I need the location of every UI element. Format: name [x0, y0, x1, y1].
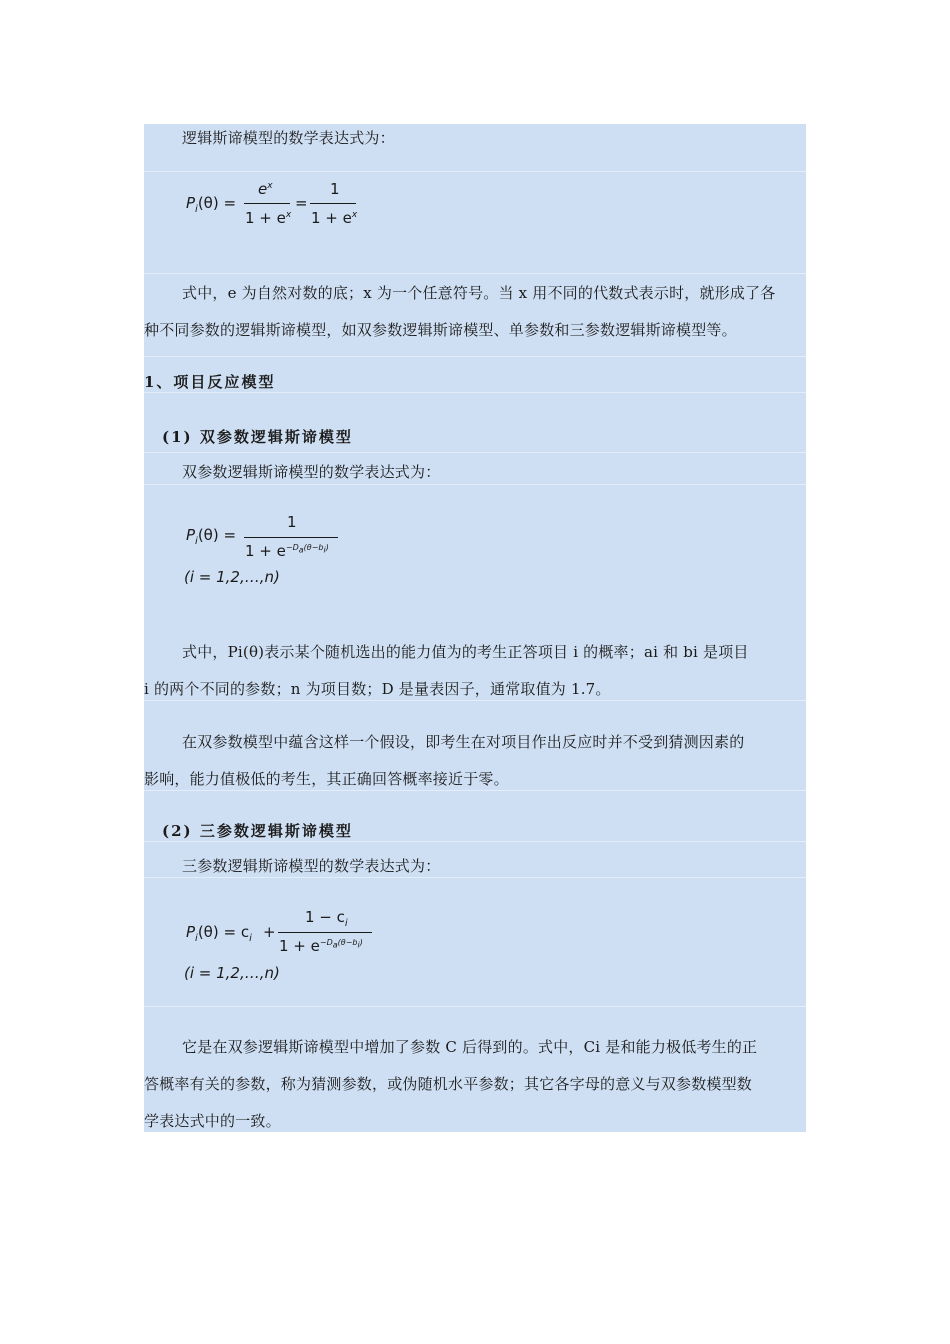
- paragraph-line: 在双参数模型中蕴含这样一个假设，即考生在对项目作出反应时并不受到猜测因素的: [182, 733, 745, 751]
- formula-numerator: 1: [330, 180, 340, 198]
- formula-sub: a: [332, 940, 338, 950]
- formula-denominator: 1 + e: [245, 542, 286, 560]
- paragraph-line: 学表达式中的一致。: [144, 1112, 281, 1130]
- formula-sup: ): [359, 938, 363, 947]
- formula-text: (θ) = c: [197, 923, 250, 941]
- section-heading: 1、项目反应模型: [144, 373, 276, 391]
- formula-symbol: P: [186, 194, 196, 212]
- rule: [144, 790, 806, 791]
- rule: [144, 841, 806, 842]
- formula-text: (θ) =: [197, 194, 237, 212]
- formula-numerator: 1: [287, 513, 297, 531]
- formula-denominator: 1 + e: [279, 937, 320, 955]
- formula-symbol: P: [186, 923, 196, 941]
- formula-sup: x: [351, 210, 358, 220]
- formula-sup: ): [325, 543, 329, 552]
- formula-subscript: i: [195, 933, 198, 944]
- formula-subscript: i: [249, 933, 252, 944]
- formula-sup: −D: [285, 543, 299, 552]
- formula-subscript: i: [195, 536, 198, 547]
- formula-numerator: e: [258, 180, 268, 198]
- formula-subscript: i: [344, 918, 348, 929]
- formula-sub: a: [298, 545, 304, 555]
- formula-denominator: 1 + e: [311, 209, 352, 227]
- fraction-bar: [278, 932, 372, 933]
- formula-equals: =: [295, 194, 308, 212]
- rule: [144, 1006, 806, 1007]
- formula-subscript: i: [195, 204, 198, 215]
- formula-sup: −D: [319, 938, 333, 947]
- formula-sup: (θ−b: [337, 938, 358, 947]
- paragraph-line: 它是在双参逻辑斯谛模型中增加了参数 C 后得到的。式中，Ci 是和能力极低考生的正: [182, 1038, 758, 1056]
- rule: [144, 700, 806, 701]
- intro-text: 双参数逻辑斯谛模型的数学表达式为：: [182, 463, 441, 481]
- rule: [144, 877, 806, 878]
- formula-sup: (θ−b: [303, 543, 324, 552]
- paragraph-line: 式中，e 为自然对数的底；x 为一个任意符号。当 x 用不同的代数式表示时，就形成了各: [182, 284, 776, 302]
- fraction-bar: [244, 537, 338, 538]
- intro-text: 三参数逻辑斯谛模型的数学表达式为：: [182, 857, 441, 875]
- formula-denominator: 1 + e: [245, 209, 286, 227]
- rule: [144, 392, 806, 393]
- rule: [144, 452, 806, 453]
- paragraph-line: 式中，Pi(θ)表示某个随机选出的能力值为的考生正答项目 i 的概率；ai 和 bi 是项目: [182, 643, 749, 661]
- rule: [144, 484, 806, 485]
- formula-sup: x: [285, 210, 292, 220]
- paragraph-line: 种不同参数的逻辑斯谛模型，如双参数逻辑斯谛模型、单参数和三参数逻辑斯谛模型等。: [144, 321, 737, 339]
- subsection-heading: (2) 三参数逻辑斯谛模型: [162, 822, 353, 840]
- intro-text: 逻辑斯谛模型的数学表达式为：: [182, 129, 395, 147]
- rule: [144, 356, 806, 357]
- paragraph-line: 答概率有关的参数，称为猜测参数，或伪随机水平参数；其它各字母的意义与双参数模型数: [144, 1075, 753, 1093]
- fraction-bar: [244, 203, 290, 204]
- paragraph-line: 影响，能力值极低的考生，其正确回答概率接近于零。: [144, 770, 509, 788]
- formula-range: (i = 1,2,…,n): [184, 568, 280, 586]
- subsection-heading: (1) 双参数逻辑斯谛模型: [162, 428, 353, 446]
- formula-range: (i = 1,2,…,n): [184, 964, 280, 982]
- formula-numerator: 1 − c: [305, 908, 345, 926]
- formula-sup: x: [267, 181, 273, 191]
- rule: [144, 273, 806, 274]
- paragraph-line: i 的两个不同的参数；n 为项目数；D 是量表因子，通常取值为 1.7。: [144, 680, 611, 698]
- fraction-bar: [310, 203, 356, 204]
- formula-plus: +: [263, 923, 276, 941]
- rule: [144, 171, 806, 172]
- formula-symbol: P: [186, 526, 196, 544]
- formula-text: (θ) =: [197, 526, 237, 544]
